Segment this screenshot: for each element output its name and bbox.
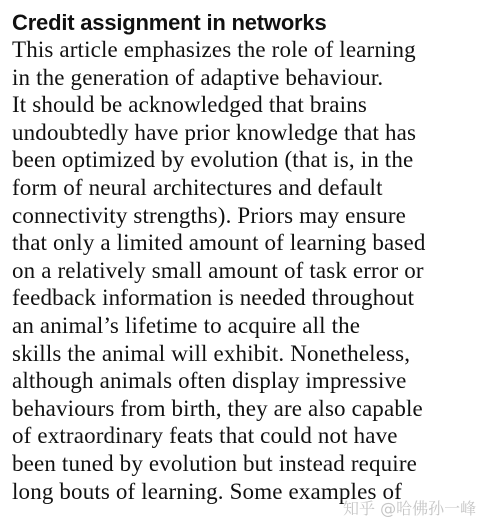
paragraph-line: skills the animal will exhibit. Nonetheless, (12, 340, 411, 366)
paragraph-line: been tuned by evolution but instead require (12, 450, 418, 476)
paragraph-line: undoubtedly have prior knowledge that has (12, 119, 417, 145)
watermark: 知乎 @哈佛孙一峰 (343, 499, 477, 518)
paragraph-line: It should be acknowledged that brains (12, 92, 367, 118)
paragraph-line: feedback information is needed throughout (12, 285, 415, 311)
paragraph (12, 36, 482, 505)
paragraph-line: although animals often display impressive (12, 368, 407, 394)
paragraph-line: This article emphasizes the role of learning (12, 37, 416, 62)
paragraph-line: on a relatively small amount of task error or (12, 257, 424, 283)
paragraph-line: long bouts of learning. Some examples of (12, 478, 402, 504)
paragraph-line: been optimized by evolution (that is, in the (12, 147, 414, 173)
paragraph-line: that only a limited amount of learning based (12, 230, 426, 256)
paragraph-line: connectivity strengths). Priors may ensure (12, 202, 407, 228)
paragraph-line: form of neural architectures and default (12, 174, 383, 200)
article-body (12, 10, 482, 505)
paragraph-line: an animal’s lifetime to acquire all the (12, 312, 361, 338)
section-heading: Credit assignment in networks (12, 10, 327, 35)
paragraph-line: behaviours from birth, they are also capable (12, 395, 423, 421)
paragraph-line: of extraordinary feats that could not have (12, 423, 398, 449)
paragraph-line: in the generation of adaptive behaviour. (12, 64, 384, 90)
